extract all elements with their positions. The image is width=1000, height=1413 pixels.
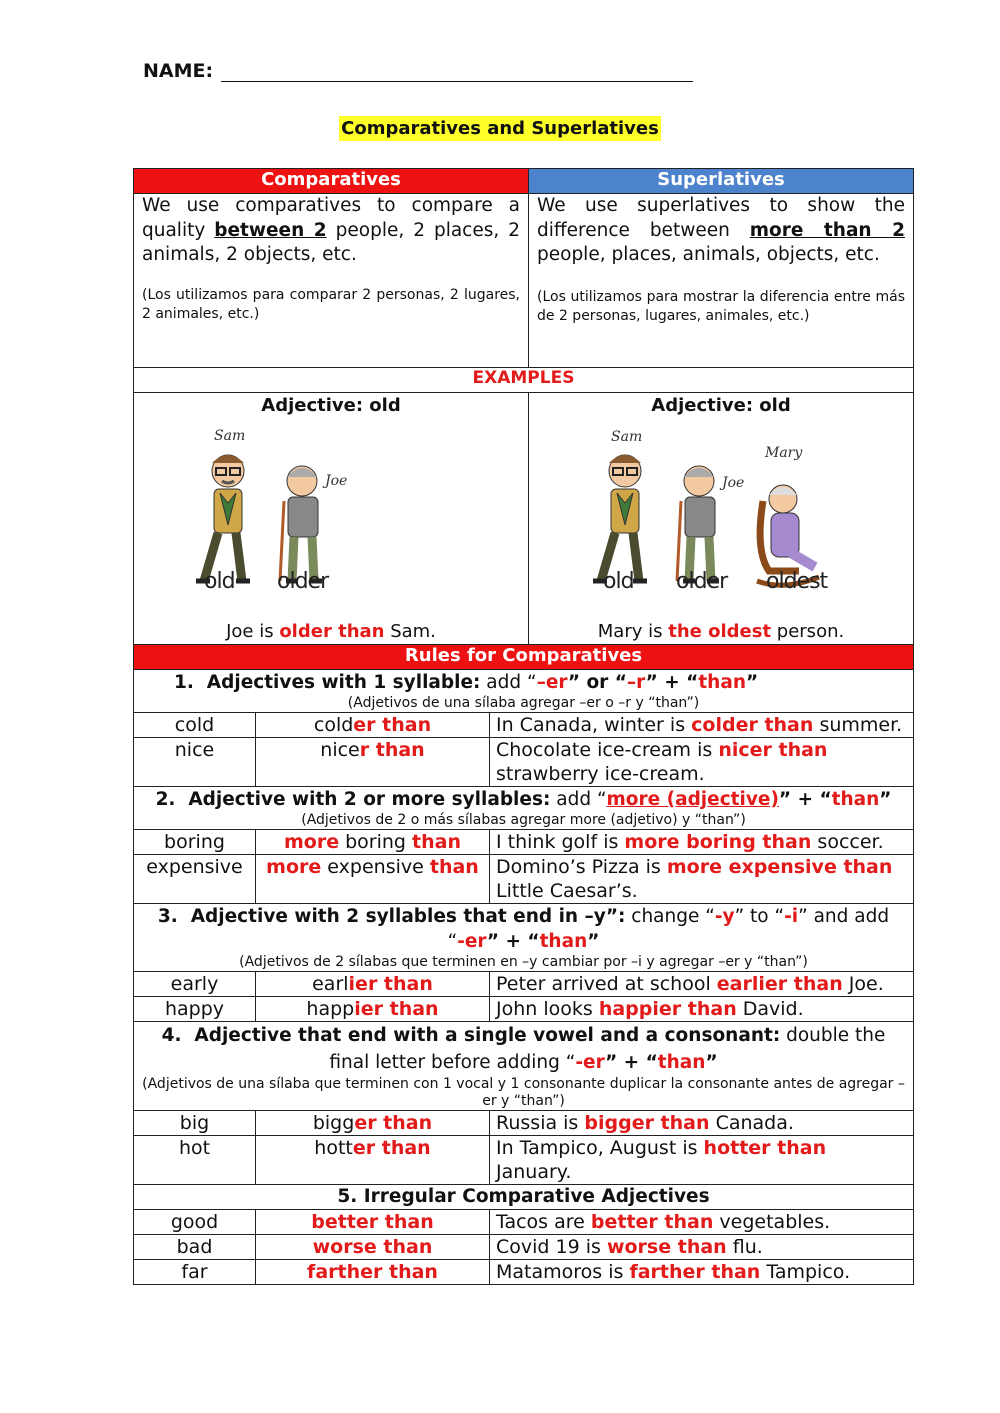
rule-4: 4. Adjective that end with a single vowel and a consonant: double the final letter before adding “-er” + “than” (Adjetivos de una sílaba que terminen con 1 vocal y 1 consonante duplicar la consonante antes de agregar –er y “than”): [134, 1022, 914, 1111]
sam-figure: [196, 455, 250, 581]
example-left-sentence: Joe is older than Sam.: [226, 621, 436, 642]
name-joe: Joe: [325, 473, 348, 489]
name-field-row: [143, 60, 693, 82]
name-joe-2: Joe: [722, 475, 745, 491]
examples-heading: EXAMPLES: [134, 368, 914, 393]
superlatives-spanish-note: (Los utilizamos para mostrar la diferencia entre más de 2 personas, lugares, animales, etc.): [537, 288, 905, 324]
example-superlative: [529, 393, 914, 645]
table-row: early earlier than Peter arrived at school earlier than Joe.: [134, 972, 914, 997]
rule-2: 2. Adjective with 2 or more syllables: add “more (adjective)” + “than” (Adjetivos de 2 o más sílabas agregar more (adjetivo) y “than”): [134, 787, 914, 830]
rules-heading: Rules for Comparatives: [134, 645, 914, 670]
table-row: big bigger than Russia is bigger than Canada.: [134, 1111, 914, 1136]
example-right-sentence: Mary is the oldest person.: [597, 621, 845, 642]
table-row: happy happier than John looks happier than David.: [134, 997, 914, 1022]
table-row: cold colder than In Canada, winter is colder than summer.: [134, 713, 914, 738]
table-row: boring more boring than I think golf is more boring than soccer.: [134, 830, 914, 855]
name-mary: Mary: [765, 445, 803, 461]
page-title: Comparatives and Superlatives: [341, 118, 659, 139]
rule-1-spanish: (Adjetivos de una sílaba agregar –er o –r y “than”): [347, 695, 700, 711]
label-old: old: [204, 569, 235, 594]
rules-table: [133, 644, 914, 1285]
table-row: nice nicer than Chocolate ice-cream is nicer than strawberry ice-cream.: [134, 738, 914, 787]
rule-2-spanish: (Adjetivos de 2 o más sílabas agregar more (adjetivo) y “than”): [301, 812, 746, 828]
sam-figure-2: [593, 455, 647, 581]
rule-5-irregular: 5. Irregular Comparative Adjectives: [134, 1185, 914, 1210]
table-row: far farther than Matamoros is farther than Tampico.: [134, 1260, 914, 1285]
comparatives-heading: Comparatives: [134, 169, 529, 194]
example-right-title: Adjective: old: [651, 395, 791, 416]
rule-3-spanish: (Adjetivos de 2 sílabas que terminen en –y cambiar por –i y agregar –er y “than”): [239, 954, 808, 970]
table-row: bad worse than Covid 19 is worse than flu.: [134, 1235, 914, 1260]
name-sam-2: Sam: [611, 429, 643, 445]
rule-3: 3. Adjective with 2 syllables that end in –y”: change “-y” to “-i” and add “-er” + “than” (Adjetivos de 2 sílabas que terminen en –y cambiar por –i y agregar –er y “than”): [134, 904, 914, 972]
joe-figure: [280, 466, 322, 581]
example-left-title: Adjective: old: [261, 395, 401, 416]
name-sam: Sam: [214, 428, 246, 444]
example-left-illustration: [134, 423, 528, 603]
name-label: NAME:: [143, 60, 214, 82]
comparatives-spanish-note: (Los utilizamos para comparar 2 personas, 2 lugares, 2 animales, etc.): [142, 286, 520, 322]
example-right-illustration: [529, 423, 913, 603]
example-comparative: [134, 393, 529, 645]
rule-4-spanish: (Adjetivos de una sílaba que terminen con 1 vocal y 1 consonante duplicar la consonante antes de agregar –er y “than”): [142, 1076, 905, 1109]
name-blank-line[interactable]: [221, 61, 693, 82]
label-old-2: old: [603, 569, 634, 594]
rule-1: 1. Adjectives with 1 syllable: add “–er” or “–r” + “than” (Adjetivos de una sílaba agregar –er o –r y “than”): [134, 670, 914, 713]
label-oldest: oldest: [766, 569, 828, 594]
table-row: expensive more expensive than Domino’s Pizza is more expensive than Little Caesar’s.: [134, 855, 914, 904]
table-row: hot hotter than In Tampico, August is hotter than January.: [134, 1136, 914, 1185]
table-row: good better than Tacos are better than vegetables.: [134, 1210, 914, 1235]
joe-figure-2: [677, 466, 719, 581]
old-men-illustration: [134, 441, 529, 591]
superlatives-heading: Superlatives: [529, 169, 914, 194]
intro-table: [133, 168, 914, 645]
comparatives-description: We use comparatives to compare a quality between 2 people, 2 places, 2 animals, 2 objects, etc. (Los utilizamos para comparar 2 personas, 2 lugares, 2 animales, etc.): [134, 194, 529, 368]
worksheet: [133, 168, 913, 1285]
label-older-2: older: [676, 569, 728, 594]
label-older: older: [277, 569, 329, 594]
superlatives-description: We use superlatives to show the difference between more than 2 people, places, animals, objects, etc. (Los utilizamos para mostrar la diferencia entre más de 2 personas, lugares, animales, etc.): [529, 194, 914, 368]
